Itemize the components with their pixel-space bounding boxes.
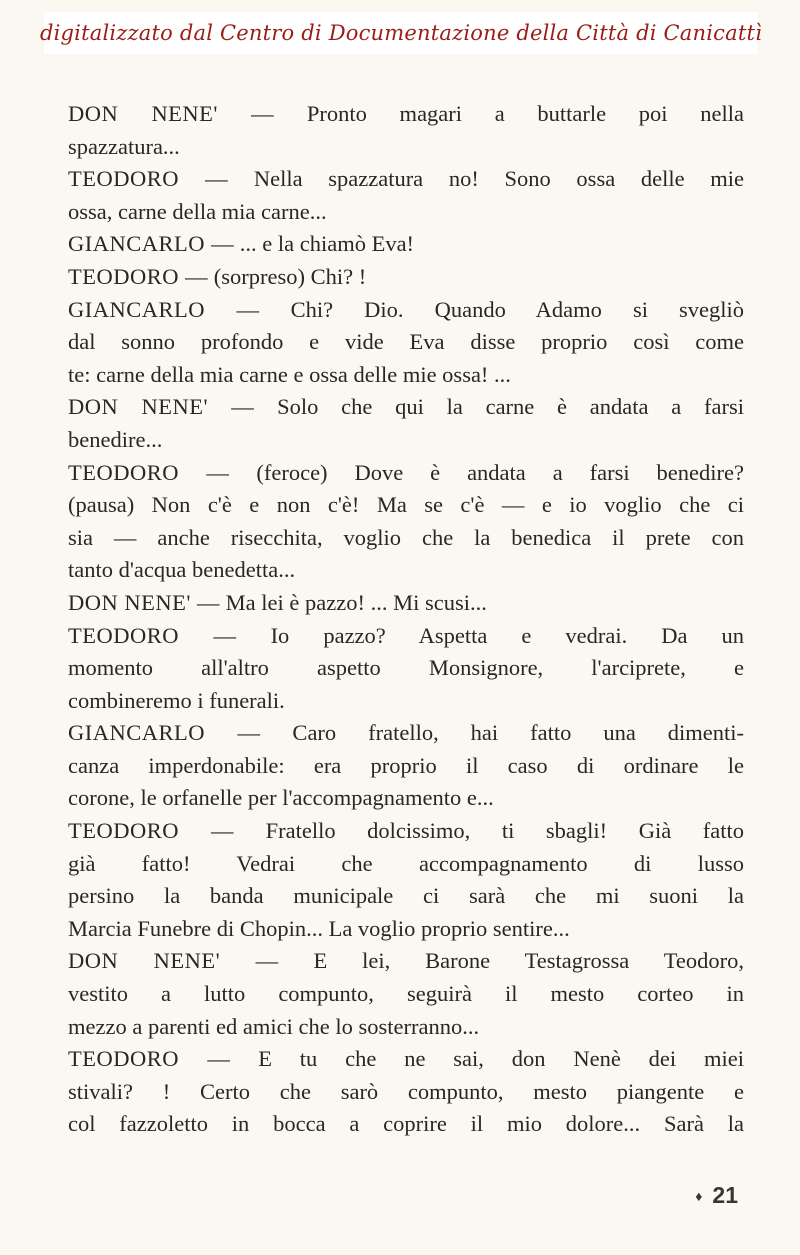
text-line [68,163,744,196]
text-line [68,880,744,913]
text-line [68,228,744,261]
text-line [68,261,744,294]
speaker-name: DON NENE' — [68,948,279,974]
line-text: Caro fratello, hai fatto una dimenti- [260,720,744,746]
line-text: Io pazzo? Aspetta e vedrai. Da un [236,622,744,648]
banner-text: digitalizzato dal Centro di Documentazione della Città di Canicattì [39,21,763,45]
digitization-banner [39,12,763,54]
line-text: Marcia Funebre di Chopin... La voglio proprio sentire... [68,915,570,941]
line-text: te: carne della mia carne e ossa delle mie ossa! ... [68,361,511,387]
speaker-name: TEODORO — [68,622,237,648]
text-line [68,717,744,750]
speaker-name: DON NENE' — [68,394,255,420]
text-line [68,196,744,229]
text-line [68,457,744,490]
text-line [68,424,744,457]
speaker-name: TEODORO — [68,818,235,844]
line-text: (pausa) Non c'è e non c'è! Ma se c'è — e io voglio che ci [68,492,744,518]
line-text: mezzo a parenti ed amici che lo sosterranno... [68,1013,480,1039]
text-line [68,1043,744,1076]
text-line [68,489,744,522]
text-line [68,1011,744,1044]
line-text: Ma lei è pazzo! ... Mi scusi... [220,589,487,615]
line-text: E lei, Barone Testagrossa Teodoro, [278,948,744,974]
line-text: già fatto! Vedrai che accompagnamento di lusso [68,850,744,876]
text-line [68,98,744,131]
line-text: vestito a lutto compunto, seguirà il mesto corteo in [68,981,744,1007]
text-line [68,359,744,392]
diamond-ornament-icon: ♦ [695,1187,703,1204]
text-line [68,848,744,881]
line-text: combineremo i funerali. [68,687,285,713]
text-line [68,978,744,1011]
line-text: Solo che qui la carne è andata a farsi [254,394,744,420]
text-line [68,652,744,685]
line-text: Nella spazzatura no! Sono ossa delle mie [228,166,744,192]
page-number: 21 [712,1182,738,1208]
line-text: (sorpreso) Chi? ! [208,263,367,289]
line-text: tanto d'acqua benedetta... [68,557,296,583]
text-line [68,587,744,620]
text-line [68,1108,744,1141]
line-text: col fazzoletto in bocca a coprire il mio dolore... Sarà la [68,1111,744,1137]
line-text: momento all'altro aspetto Monsignore, l'arciprete, e [68,655,744,681]
line-text: Fratello dolcissimo, ti sbagli! Già fatto [234,818,744,844]
speaker-name: TEODORO — [68,459,230,485]
text-line [68,391,744,424]
speaker-name: DON NENE' — [68,101,275,126]
page-body [68,98,744,1141]
text-line [68,1076,744,1109]
text-line [68,326,744,359]
line-text: Pronto magari a buttarle poi nella [274,101,744,126]
text-line [68,913,744,946]
line-text: canza imperdonabile: era proprio il caso di ordinare le [68,752,744,778]
text-line [68,815,744,848]
speaker-name: TEODORO — [68,263,209,289]
line-text: dal sonno profondo e vide Eva disse proprio così come [68,329,744,355]
page-footer [695,1182,738,1209]
line-text: sia — anche risecchita, voglio che la benedica il prete con [68,524,744,550]
speaker-name: GIANCARLO — [68,231,235,257]
line-text: (feroce) Dove è andata a farsi benedire? [229,459,744,485]
text-line [68,554,744,587]
speaker-name: TEODORO — [68,166,229,192]
text-line [68,945,744,978]
line-text: persino la banda municipale ci sarà che mi suoni la [68,883,744,909]
line-text: benedire... [68,426,163,452]
speaker-name: GIANCARLO — [68,720,261,746]
text-line [68,294,744,327]
text-line [68,620,744,653]
text-line [68,782,744,815]
line-text: spazzatura... [68,133,180,159]
speaker-name: GIANCARLO — [68,296,260,322]
speaker-name: DON NENE' — [68,589,221,615]
line-text: ossa, carne della mia carne... [68,198,327,224]
line-text: E tu che ne sai, don Nenè dei miei [230,1046,744,1072]
text-line [68,522,744,555]
line-text: ... e la chiamò Eva! [234,231,415,257]
text-line [68,750,744,783]
text-line [68,685,744,718]
speaker-name: TEODORO — [68,1046,231,1072]
line-text: corone, le orfanelle per l'accompagnamento e... [68,785,494,811]
text-line [68,131,744,164]
line-text: Chi? Dio. Quando Adamo si svegliò [259,296,744,322]
line-text: stivali? ! Certo che sarò compunto, mesto piangente e [68,1078,744,1104]
